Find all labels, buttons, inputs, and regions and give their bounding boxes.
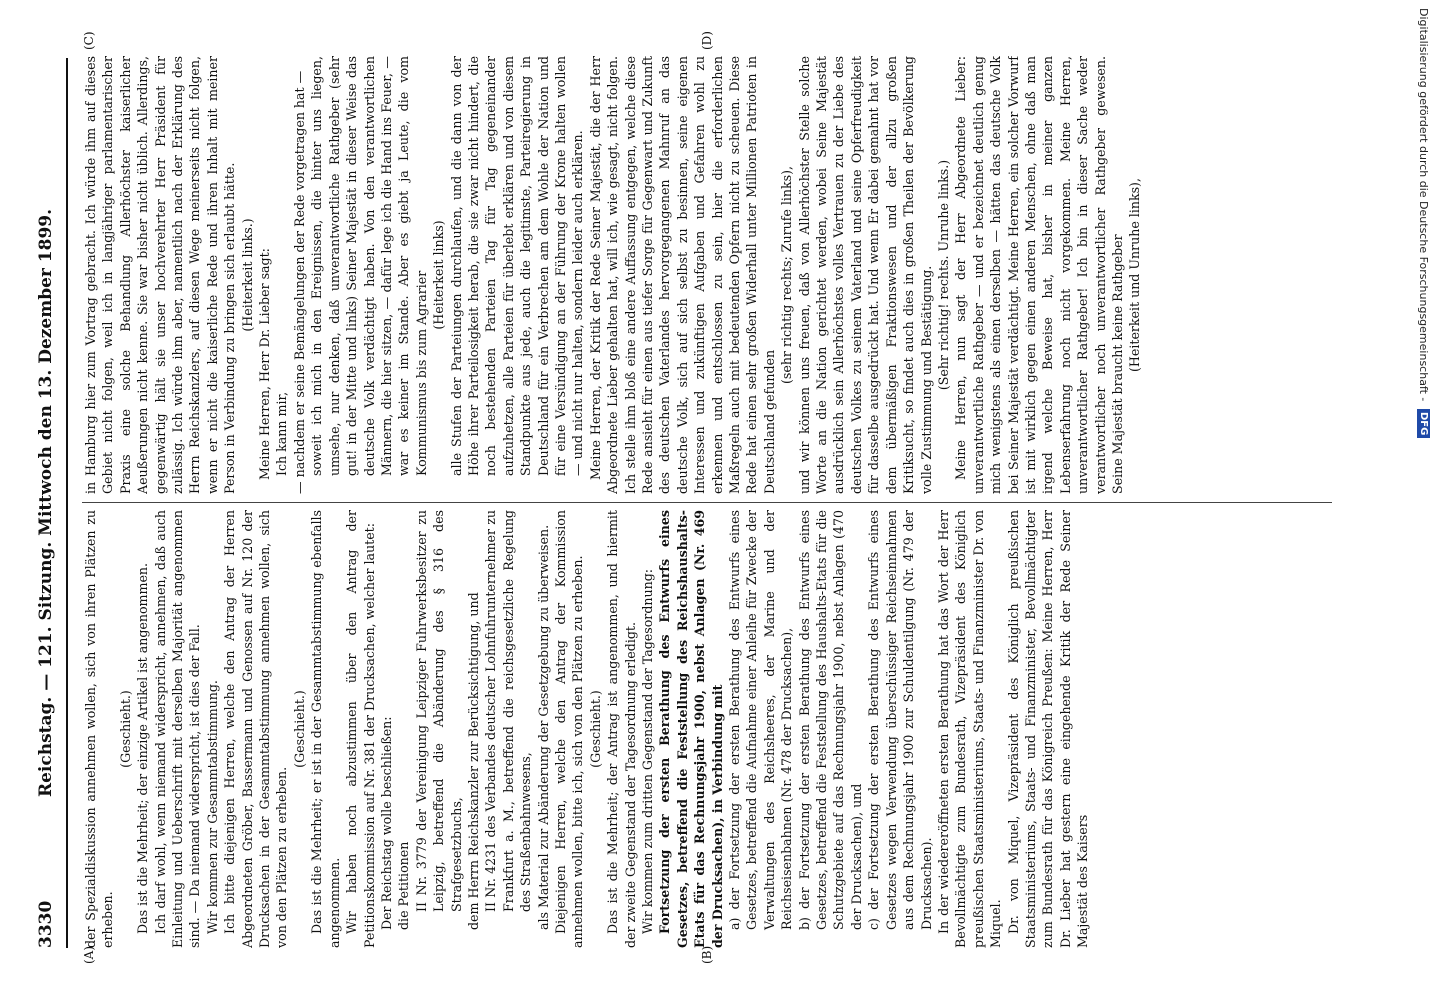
paragraph: Wir kommen zur Gesammtabstimmung. [204,680,220,934]
agenda-item: Fortsetzung der ersten Berathung des Entwurfs eines Gesetzes, betreffend die Feststellung des Reichshaushalts-Etats für das Rechnungsjahr 1900, nebst Anlagen (Nr. 469 der Drucksachen), in Verbindung mit [657,510,725,948]
column-divider [82,502,1332,503]
remark: (Heiterkeit und Unruhe links), [1127,178,1143,372]
quote-line: Ich kann mir, [274,391,290,476]
agenda-subitem: a) der Fortsetzung der ersten Berathung des Entwurfs eines Gesetzes, betreffend die Aufnahme einer Anleihe für Zwecke der Verwaltungen des Reichsheeres, der Marine und der Reichseisenbahnen (Nr. 478 der Drucksachen), [727,510,795,930]
paragraph: Wir kommen zum dritten Gegenstand der Tagesordnung: [640,568,655,934]
resolution-line: dem Herrn Reichskanzler zur Berücksichtigung, und [465,592,481,930]
paragraph: Ich darf wohl, wenn niemand widerspricht, annehmen, daß auch Einleitung und Ueberschrift mit derselben Majorität angenommen sind. — Da niemand widerspricht, ist dies der Fall. [152,510,203,948]
margin-marker-c: (C) [82,31,96,50]
remark: (Heiterkeit links) [431,220,447,330]
page-title: Reichstag. — 121. Sitzung. Mittwoch den 13. Dezember 1899. [36,208,56,798]
resolution-line: als Material zur Abänderung der Gesetzgebung zu überweisen. [535,524,551,930]
page-number: 3330 [36,900,56,948]
dfg-logo: DFG [1417,409,1430,438]
remark: (Geschieht.) [587,690,603,768]
paragraph: und wir können uns freuen, daß von Allerhöchster Stelle solche Worte an die Nation gerichtet werden, wobei Seine Majestät ausdrücklich sein Allerhöchstes volles Vertrauen zu der Liebe des deutschen Volkes zu seinem Vaterland und seine Opferfreudigkeit für dasselbe ausgedrückt hat. Und wenn Er dabei gemahnt hat vor dem übermäßigen Fraktionswesen und der allzu großen Kritiksucht, so findet auch dies in großen Theilen der Bevölkerung volle Zustimmung und Bestätigung. [796,56,934,494]
remark: (Sehr richtig! rechts. Unruhe links.) [935,159,951,391]
paragraph: in Hamburg hier zum Vortrag gebracht. Ich würde ihm auf dieses Gebiet nicht folgen, weil ich in langjähriger parlamentarischer Praxis eine solche Behandlung Allerhöchster kaiserlicher Aeußerungen nicht kenne. Sie war bisher nicht üblich. Allerdings, gegenwärtig hält sie unser hochverehrter Herr Präsident für zulässig. Ich würde ihm aber, namentlich nach der Erklärung des Herrn Reichskanzlers, auf diesen Wege meinerseits nicht folgen, wenn er nicht die kaiserliche Rede und ihren Inhalt mit meiner Person in Verbindung zu bringen sich erlaubt hätte. [83,56,238,494]
paragraph: — nachdem er seine Bemängelungen der Rede vorgetragen hat — [291,70,307,494]
paragraph: In der wiedereröffneten ersten Berathung hat das Wort der Herr Bevollmächtigte zum Bundesrath, Vizepräsident des Königlich preußischen Staatsministeriums, Staats- und Finanzminister Dr. von Miquel. [935,510,1004,948]
paragraph: Meine Herren, nun sagt der Herr Abgeordnete Lieber: unverantwortliche Rathgeber — und er bezeichnet deutlich genug mich wenigstens als einen derselben — hätten das deutsche Volk bei Seiner Majestät verdächtigt. Meine Herren, ein solcher Vorwurf ist mit wirklich gegen einen anderen Menschen, ohne daß man irgend welche Beweise hat, bisher in meiner ganzen Lebenserfahrung noch nicht vorgekommen. Meine Herren, unverantwortlicher Rathgeber! Ich bin in dieser Sache weder verantwortlicher noch unverantwortlicher Rathgeber gewesen. Seine Majestät braucht keine Rathgeber [953,56,1125,494]
resolution-line: die Petitionen [396,841,412,930]
paragraph: Meine Herren, Herr Dr. Lieber sagt: [257,248,273,480]
petition-item: II Nr. 4231 des Verbandes deutscher Lohnfuhrunternehmer zu Frankfurt a. M., betreffend die reichsgesetzliche Regelung des Straßenbahnwesens, [483,510,534,912]
remark: (Geschieht.) [117,690,133,768]
margin-marker-b: (B) [700,945,714,964]
resolution-intro: Der Reichstag wolle beschließen: [378,716,394,930]
remark: (Geschieht.) [291,690,307,768]
remark: (sehr richtig rechts; Zurufe links), [779,165,795,385]
right-column [82,56,1322,494]
paragraph: der Spezialdiskussion annehmen wollen, sich von ihren Plätzen zu erheben. [83,510,116,948]
page-header [36,58,68,948]
quote-paragraph: soweit ich mich in den Ereignissen, die hinter uns liegen, umsehe, nur denken, daß unverantwortliche Rathgeber (sehr gut! in der Mitte und links) Seiner Majestät in dieser Weise das deutsche Volk verdächtigt haben. Von den verantwortlichen Männern, die hier sitzen, — dafür lege ich die Hand ins Feuer, — war es keiner im Stande. Aber es giebt ja Leute, die vom Kommunismus bis zum Agrarier [309,56,429,476]
quote-paragraph: alle Stufen der Parteiungen durchlaufen, und die dann von der Höhe ihrer Parteilosigkeit herab, die sie zwar nicht hindert, die noch bestehenden Parteien Tag für Tag gegeneinander aufzuhetzen, alle Parteien für überlebt erklären und von diesem Standpunkte aus jede, auch die legitimste, Parteiregierung in Deutschland für ein Verbrechen am dem Wohle der Nation und für eine Versündigung an der Führung der Krone halten wollen — und nicht nur halten, sondern leider auch erklären. [448,56,586,476]
paragraph: Ich bitte diejenigen Herren, welche den Antrag der Herren Abgeordneten Gröber, Bassermann und Genossen auf Nr. 120 der Drucksachen in der Gesammtabstimmung annehmen wollen, sich von den Plätzen zu erheben. [222,510,290,948]
left-column [82,510,1322,948]
remark: (Heiterkeit links.) [239,218,255,332]
paragraph: Meine Herren, der Kritik der Rede Seiner Majestät, die der Herr Abgeordnete Lieber gehalten hat, will ich, wie gesagt, nicht folgen. Ich stelle ihm bloß eine andere Auffassung entgegen, welche diese Rede ansieht für einen aus tiefer Sorge für Gegenwart und Zukunft des deutschen Vaterlandes hervorgegangenen Mahnruf an das deutsche Volk, sich auf sich selbst zu besinnen, seine eigenen Interessen und zukünftigen Aufgaben und Gefahren wohl zu erkennen und entschlossen zu sein, hier die erforderlichen Maßregeln auch mit bedeutenden Opfern nicht zu scheuen. Diese Rede hat einen sehr großen Widerhall unter Millionen Patrioten in Deutschland gefunden [587,56,777,494]
paragraph: Das ist die Mehrheit; der einzige Artikel ist angenommen. [135,562,151,934]
paragraph: Wir haben noch abzustimmen über den Antrag der Petitionskommission auf Nr. 381 der Drucksachen, welcher lautet: [344,510,377,948]
paragraph: Das ist die Mehrheit; er ist in der Gesammtabstimmung ebenfalls angenommen. [309,510,342,948]
paragraph: Diejenigen Herren, welche den Antrag der Kommission annehmen wollen, bitte ich, sich von den Plätzen zu erheben. [552,510,586,948]
agenda-subitem: b) der Fortsetzung der ersten Berathung des Entwurfs eines Gesetzes, betreffend die Feststellung des Haushalts-Etats für die Schutzgebiete auf das Rechnungsjahr 1900, nebst Anlagen (470 der Drucksachen), und [796,510,864,930]
paragraph: Das ist die Mehrheit; der Antrag ist angenommen, und hiermit der zweite Gegenstand der Tagesordnung erledigt. [605,510,638,948]
petition-item: II Nr. 3779 der Vereinigung Leipziger Fuhrwerksbesitzer zu Leipzig, betreffend die Abänderung des § 316 des Strafgesetzbuchs, [413,510,464,912]
agenda-subitem: c) der Fortsetzung der ersten Berathung des Entwurfs eines Gesetzes wegen Verwendung überschüssiger Reichseinnahmen aus dem Rechnungsjahr 1900 zur Schuldentilgung (Nr. 479 der Drucksachen). [866,510,934,930]
credit-text: Digitalisierung gefördert durch die Deutsche Forschungsgemeinschaft - [1417,8,1430,402]
digitization-credit [1417,8,1430,438]
margin-marker-a: (A) [82,945,96,964]
speaker-paragraph: Dr. von Miquel, Vizepräsident des Königlich preußischen Staatsministeriums, Staats- und Finanzminister, Bevollmächtigter zum Bundesrath für das Königreich Preußen: Meine Herren, Herr Dr. Lieber hat gestern eine eingehende Kritik der Rede Seiner Majestät des Kaisers [1005,510,1091,948]
margin-marker-d: (D) [700,31,714,50]
